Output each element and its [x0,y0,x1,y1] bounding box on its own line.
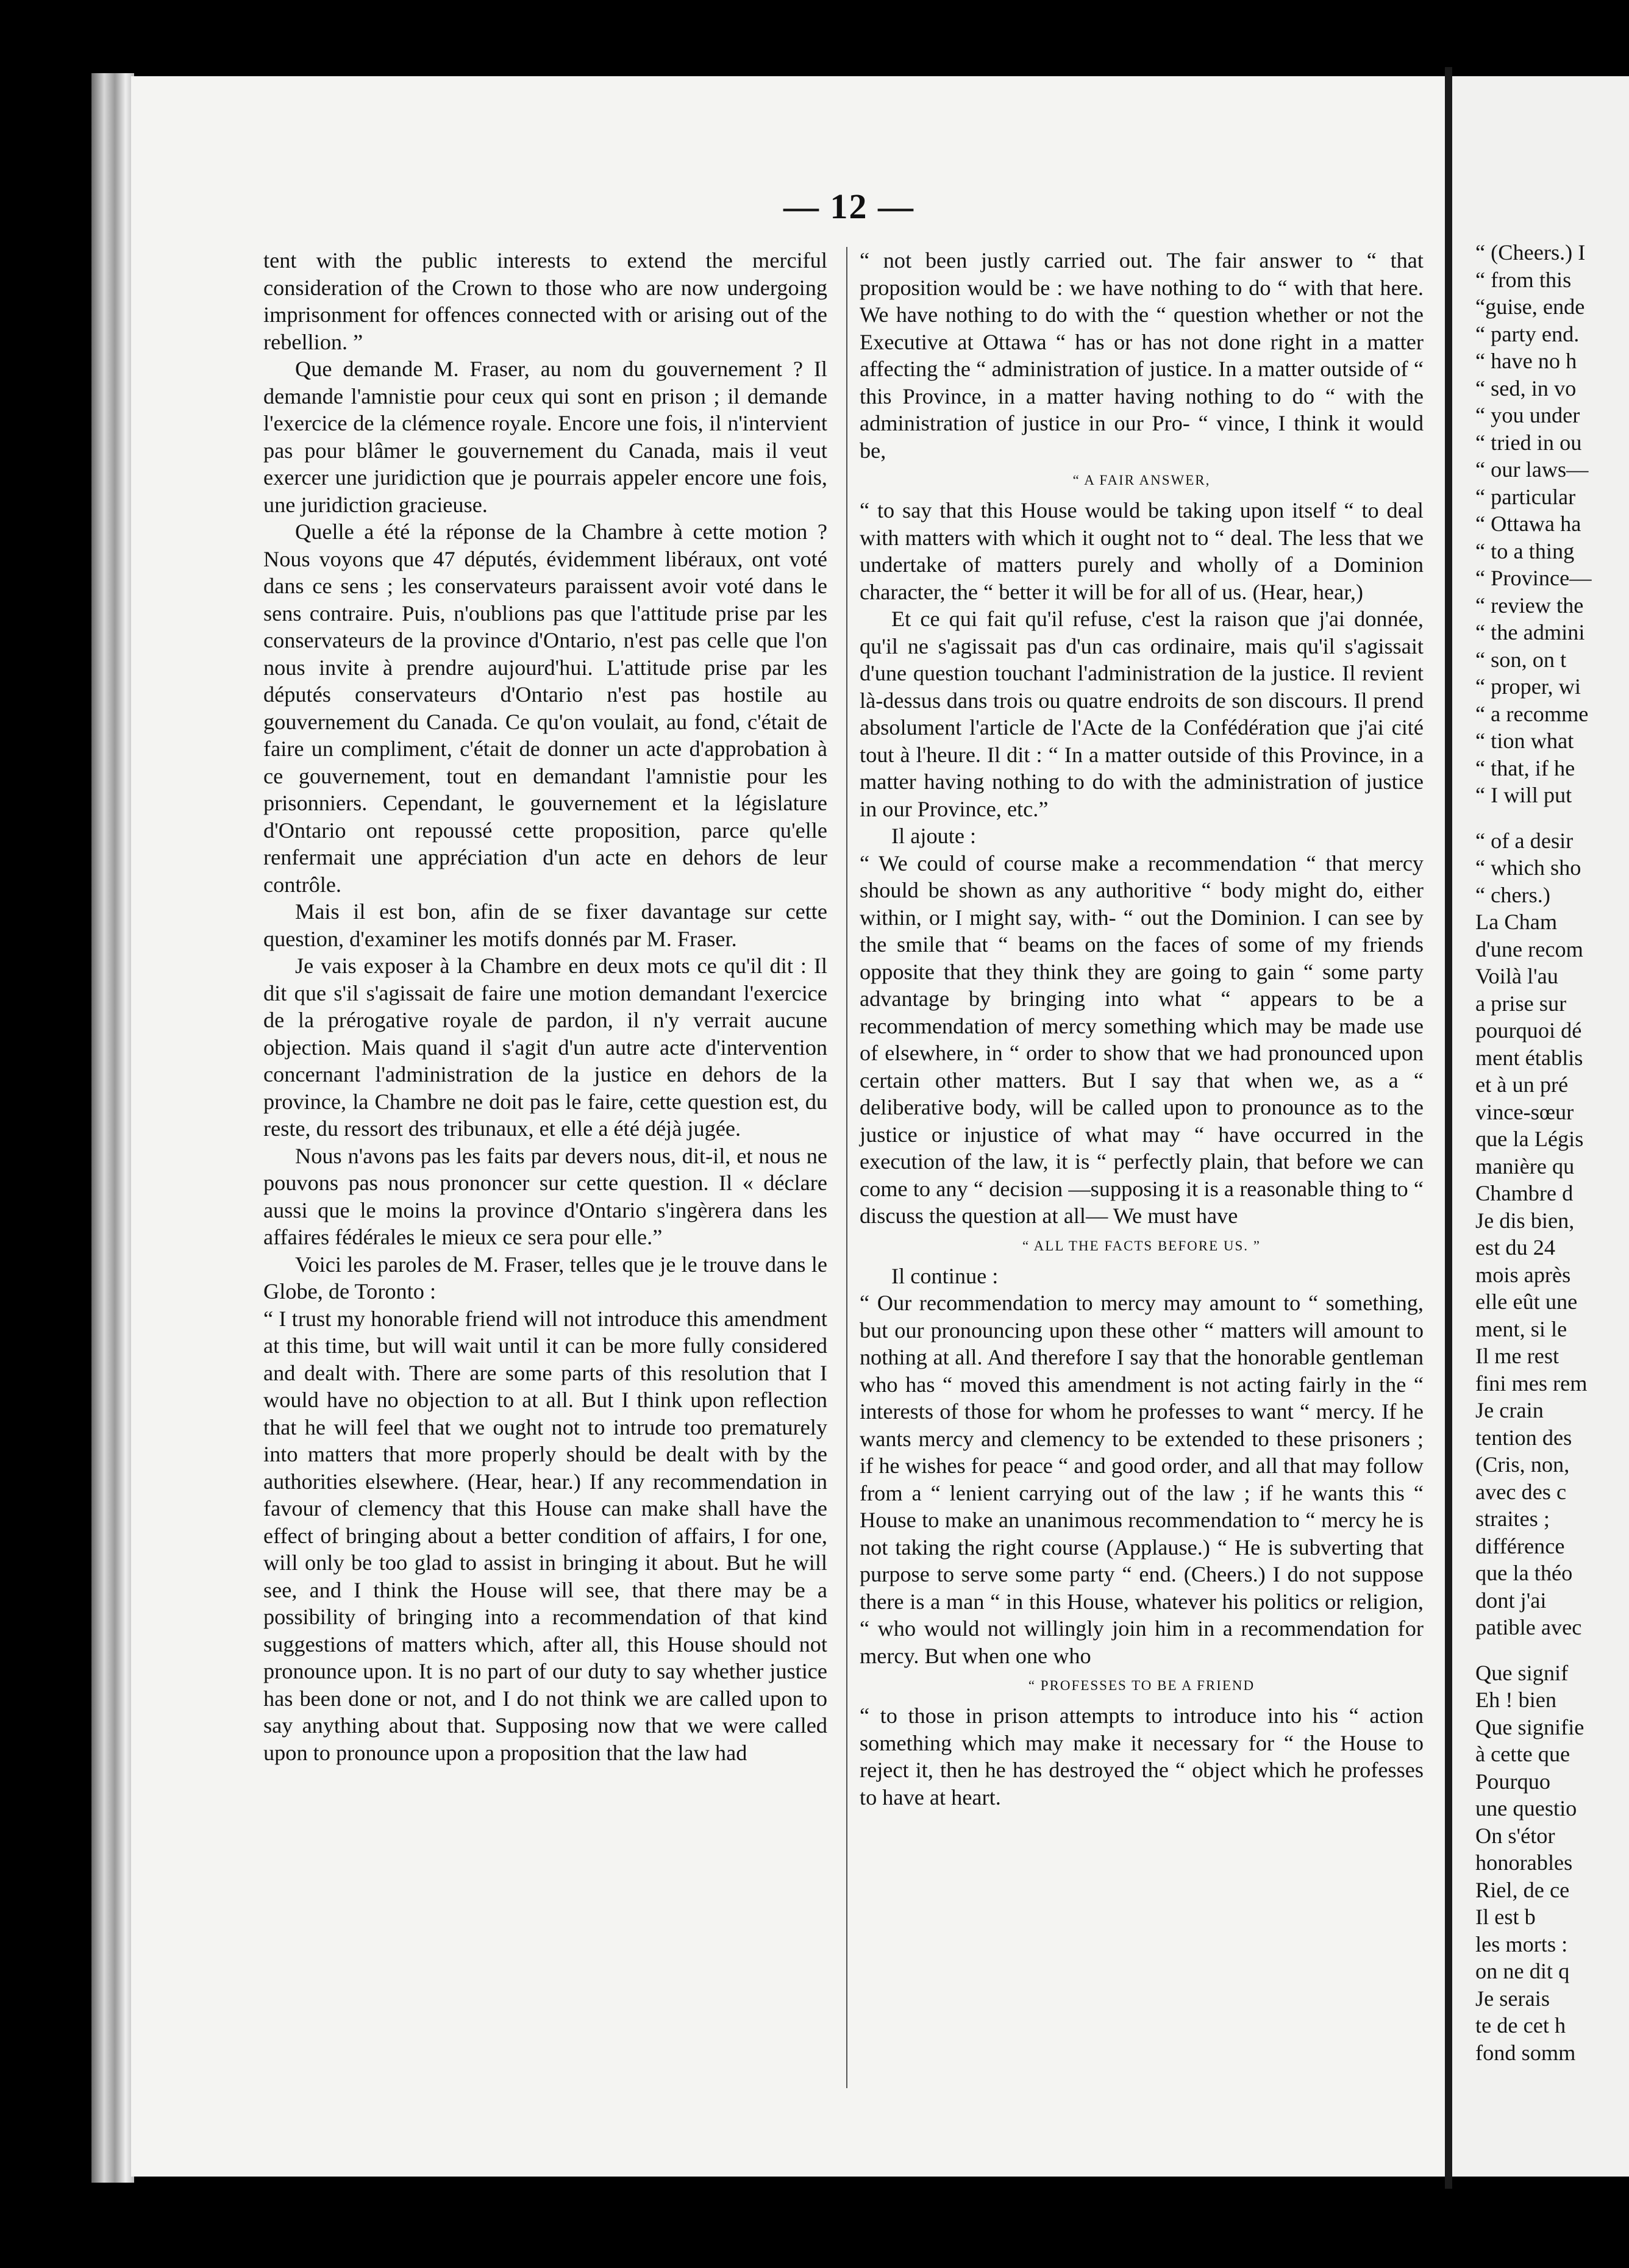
edge-text-line: “ tried in ou [1475,430,1582,455]
paragraph-continuation: “ not been justly carried out. The fair answer to “ that proposition would be : we have nothing to do “ with that here. We have nothing to do with the “ question whether or not the Executive at Ottawa “ has or has not done right in a matter affecting the “ administration of justice. In a matter outside of “ this Province, in a matter having nothing to do “ with the administration of justice in our Pro- “ vince, I think it would be, [860,248,1424,463]
section-subheading: “ A FAIR ANSWER, [1072,472,1211,488]
edge-text-line: “ from this [1475,267,1572,292]
scan-binding-edge [91,73,134,2183]
edge-text-line: Il me rest [1475,1344,1559,1368]
edge-text-line [1475,1641,1592,1660]
edge-text-line: “ you under [1475,403,1580,427]
edge-text-line: “ (Cheers.) I [1475,240,1586,265]
page-number: — 12 — [783,187,914,226]
adjacent-page-text [1475,239,1592,2066]
edge-text-line: fond somm [1475,2040,1576,2065]
edge-text-line: les morts : [1475,1931,1568,1956]
edge-text-line: Je crain [1475,1398,1544,1422]
edge-text-line: Riel, de ce [1475,1877,1570,1902]
paragraph: Quelle a été la réponse de la Chambre à cette motion ? Nous voyons que 47 députés, évidemment libéraux, ont voté dans ce sens ; les conservateurs paraissent avoir voté dans le sens contraire. Puis, n'oublions pas que l'attitude prise par les conservateurs de la province d'Ontario, n'est pas celle que l'on nous invite à prendre aujourd'hui. L'attitude prise par les députés conservateurs d'Ontario n'est pas hostile au gouvernement du Canada. Ce qu'on voulait, au fond, c'était de faire un compliment, c'était de donner un acte d'approbation à ce gouvernement, tout en demandant l'amnistie pour les prisonniers. Cependant, le gouvernement et la législature d'Ontario ont repoussé cette proposition, parce qu'elle renfermait une appréciation d'un acte en dehors de leur contrôle. [263,519,827,897]
edge-text-line: “ which sho [1475,855,1581,880]
edge-text-line: fini mes rem [1475,1371,1588,1396]
edge-text-line: Il est b [1475,1905,1536,1929]
edge-text-line: que la Légis [1475,1127,1584,1151]
edge-text-line: “ sed, in vo [1475,376,1577,401]
left-column [263,247,827,1766]
edge-text-line: honorables [1475,1850,1573,1875]
edge-text-line: “ that, if he [1475,755,1575,780]
edge-text-line: vince-sœur [1475,1099,1574,1124]
edge-text-line: Pourquo [1475,1769,1551,1794]
paragraph: Il continue : [891,1263,999,1288]
edge-text-line: “ review the [1475,593,1584,618]
edge-text-line: La Cham [1475,910,1558,934]
edge-text-line: Voilà l'au [1475,964,1558,988]
edge-text-line: “ a recomme [1475,701,1589,726]
right-column [860,247,1424,1811]
edge-text-line: “ particular [1475,484,1576,509]
edge-text-line: “ party end. [1475,321,1580,346]
edge-text-line: “ I will put [1475,783,1572,807]
column-divider [846,247,847,2088]
edge-text-line: manière qu [1475,1154,1575,1179]
edge-text-line: on ne dit q [1475,1959,1570,1983]
paragraph-continuation: “ to those in prison attempts to introduce into his “ action something which may make it necessary for “ the House to reject it, then he has destroyed the “ object which he professes to have at heart. [860,1703,1424,1810]
edge-text-line: que la théo [1475,1561,1573,1585]
edge-text-line: straites ; [1475,1507,1550,1531]
edge-text-line: Je dis bien, [1475,1208,1575,1233]
edge-text-line: d'une recom [1475,936,1583,961]
edge-text-line: Eh ! bien [1475,1688,1557,1712]
edge-text-line: avec des c [1475,1479,1567,1504]
paragraph: Voici les paroles de M. Fraser, telles que je le trouve dans le Globe, de Toronto : [263,1252,827,1303]
edge-text-line [1475,809,1592,827]
paragraph-continuation: tent with the public interests to extend the merciful consideration of the Crown to those who are now undergoing imprisonment for offences connected with or arising out of the rebellion. ” [263,248,827,354]
edge-text-line: a prise sur [1475,991,1567,1016]
section-subheading: “ PROFESSES TO BE A FRIEND [1028,1678,1255,1693]
edge-text-line: une questio [1475,1796,1577,1820]
edge-text-line: Chambre d [1475,1181,1574,1205]
edge-text-line: tention des [1475,1425,1572,1450]
edge-text-line: “ the admini [1475,620,1585,644]
edge-text-line: est du 24 [1475,1235,1556,1260]
paragraph: Et ce qui fait qu'il refuse, c'est la raison que j'ai donnée, qu'il ne s'agissait pas d'un cas ordinaire, mais qu'il s'agissait d'une question touchant l'administration de la justice. Il revient là-dessus dans trois ou quatre endroits de son discours. Il prend absolument l'article de l'Acte de la Confédération que j'ai cité tout à l'heure. Il dit : “ In a matter outside of this Province, in a matter having nothing to do with the administration of justice in our Province, etc.” [860,607,1424,821]
edge-text-line: différence [1475,1533,1565,1558]
paragraph: Mais il est bon, afin de se fixer davantage sur cette question, d'examiner les motifs donnés par M. Fraser. [263,899,827,951]
edge-text-line: ment établis [1475,1045,1583,1070]
edge-text-line: “guise, ende [1475,294,1585,319]
paragraph-continuation: “ to say that this House would be taking upon itself “ to deal with matters with which it ought not to “ deal. The less that we undertake of matters purely and wholly of a Dominion character, the “ better it will be for all of us. (Hear, hear,) [860,498,1424,604]
edge-text-line: dont j'ai [1475,1588,1547,1613]
quotation: “ We could of course make a recommendation “ that mercy should be shown as any authoritive “ body might do, either within, or I might say, with- “ out the Dominion. I can see by the smile that “ beams on the faces of some of my friends opposite that they think they are going to gain “ some party advantage by bringing into what “ appears to be a recommendation of mercy something which may be made use of elsewhere, in “ order to show that we had pronounced upon certain other matters. But I say that when we, as a “ deliberative body, will be called upon to pronounce as to the justice or injustice of what may “ have occurred in the execution of the law, it is “ perfectly plain, that before we can come to any “ decision —supposing it is a reasonable thing to “ discuss the question at all— We must have [860,850,1424,1228]
edge-text-line: mois après [1475,1262,1571,1287]
edge-text-line: elle eût une [1475,1289,1578,1314]
quotation: “ I trust my honorable friend will not introduce this amendment at this time, but will wait until it can be more fully considered and dealt with. There are some parts of this resolution that I would have no objection to at all. But I think upon reflection that he will feel that we ought not to intrude too prematurely into matters that more properly should be dealt with by the authorities elsewhere. (Hear, hear.) If any recommendation in favour of clemency that this House can make shall have the effect of bringing about a better condition of affairs, I for one, will only be too glad to assist in bringing it about. But he will see, and I think the House will see, that there may be a possibility of bringing into a recommendation of that kind suggestions of matters which, after all, this House should not pronounce upon. It is no part of our duty to say whether justice has been done or not, and I do not think we are called upon to say anything about that. Supposing now that we were called upon to pronounce upon a proposition that the law had [263,1306,827,1765]
edge-text-line: ment, si le [1475,1316,1567,1341]
edge-text-line: “ tion what [1475,729,1574,753]
edge-text-line: et à un pré [1475,1072,1569,1097]
section-subheading: “ ALL THE FACTS BEFORE US. ” [1022,1238,1261,1253]
edge-text-line: Que signifie [1475,1714,1584,1739]
edge-text-line: Je serais [1475,1986,1550,2011]
paragraph: Je vais exposer à la Chambre en deux mots ce qu'il dit : Il dit que s'il s'agissait de faire une motion demandant l'exercice de la prérogative royale de pardon, il n'y verrait aucune objection. Mais quand il s'agit d'un autre acte d'intervention concernant l'administration de la justice en dehors de la province, la Chambre ne doit pas le faire, cette question est, du reste, du ressort des tribunaux, et elle a été déjà jugée. [263,954,827,1141]
edge-text-line: “ to a thing [1475,538,1575,563]
edge-text-line: On s'étor [1475,1823,1555,1848]
edge-text-line: “ Province— [1475,566,1592,590]
edge-text-line: Que signif [1475,1660,1569,1685]
edge-text-line: “ our laws— [1475,457,1589,482]
edge-text-line: “ son, on t [1475,647,1567,672]
edge-text-line: à cette que [1475,1742,1570,1766]
edge-text-line: “ chers.) [1475,882,1550,907]
edge-text-line: “ of a desir [1475,828,1574,853]
paragraph: Il ajoute : [891,824,977,848]
edge-text-line: te de cet h [1475,2013,1566,2038]
edge-text-line: (Cris, non, [1475,1452,1570,1477]
paragraph: Que demande M. Fraser, au nom du gouvernement ? Il demande l'amnistie pour ceux qui sont en prison ; il demande l'exercice de la clémence royale. Encore une fois, il n'intervient pas pour blâmer le gouvernement du Canada, mais il veut exercer une juridiction que je pourrais appeler encore une fois, une juridiction gracieuse. [263,357,827,517]
edge-text-line: “ proper, wi [1475,674,1581,699]
edge-text-line: pourquoi dé [1475,1018,1582,1043]
edge-text-line: “ have no h [1475,349,1577,373]
page-fold [1445,67,1452,2189]
edge-text-line: patible avec [1475,1615,1582,1639]
quotation: “ Our recommendation to mercy may amount to “ something, but our pronouncing upon these other “ matters will amount to nothing at all. And therefore I say that the honorable gentleman who has “ moved this amendment is not acting fairly in the “ interests of those for whom he professes to want “ mercy. If he wants mercy and clemency to be extended to these prisoners ; if he wishes for peace “ and good order, and all that may follow from a “ lenient carrying out of the law ; if he wants this “ House to make an unanimous recommendation to “ mercy he is not taking the right course (Applause.) “ He is subverting that purpose to serve some party “ end. (Cheers.) I do not suppose there is a man “ in this House, whatever his politics or religion, “ who would not willingly join him in a recommendation for mercy. But when one who [860,1291,1424,1668]
edge-text-line: “ Ottawa ha [1475,512,1581,536]
paragraph: Nous n'avons pas les faits par devers nous, dit-il, et nous ne pouvons pas nous prononcer sur cette question. Il « déclare aussi que le moins la province d'Ontario s'ingèrera dans les affaires fédérales le mieux ce sera pour elle.” [263,1143,827,1249]
